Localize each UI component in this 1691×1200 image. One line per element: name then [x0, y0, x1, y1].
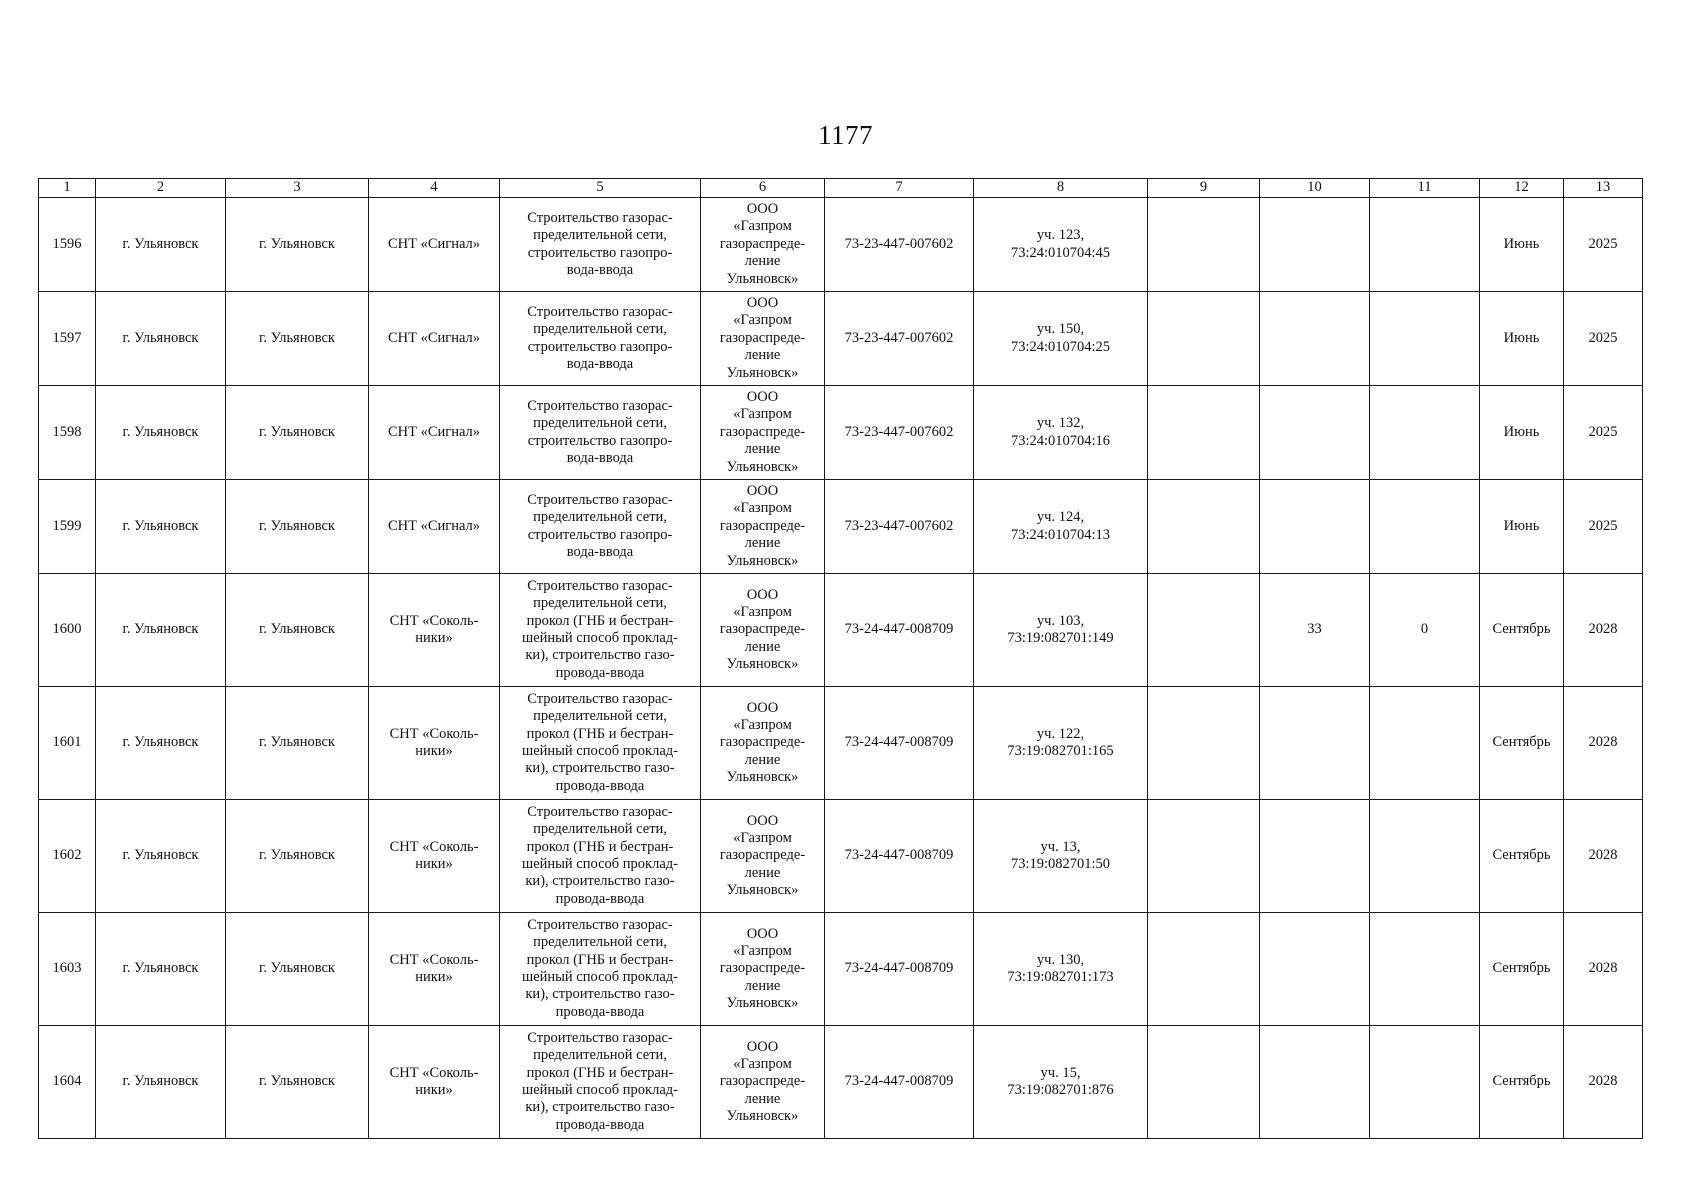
column-10-cell	[1260, 913, 1370, 1026]
cell-line: ки), строительство газо-	[525, 873, 675, 890]
cell-line: провода-ввода	[555, 890, 645, 907]
cell-line: Ульяновск»	[726, 458, 799, 475]
municipality-cell: г. Ульяновск	[96, 292, 226, 386]
cell-line: Строительство газорас-	[527, 397, 673, 414]
cell-line: газораспреде-	[719, 517, 806, 534]
cell-line: ники»	[415, 743, 453, 759]
cell-line: Строительство газорас-	[527, 803, 673, 820]
plot-cadastral-cell	[974, 800, 1148, 913]
cell-line: газораспреде-	[719, 960, 806, 977]
cell-line: строительство газопро-	[527, 432, 673, 449]
cell-line: «Газпром	[733, 829, 792, 846]
object-code-cell: 73-24-447-008709	[825, 913, 974, 1026]
locality-cell: СНТ «Сигнал»	[369, 386, 500, 480]
row-number-cell: 1601	[39, 687, 96, 800]
cell-line: газораспреде-	[719, 329, 806, 346]
cell-line: провода-ввода	[555, 777, 645, 794]
cell-line: ление	[744, 535, 781, 552]
cell-line: СНТ «Соколь-	[389, 612, 479, 629]
cell-line: ООО	[746, 925, 779, 942]
cell-line: ки), строительство газо-	[525, 760, 675, 777]
cell-line: провода-ввода	[555, 1116, 645, 1133]
cell-line: уч. 13,	[1040, 838, 1081, 855]
organization-cell	[701, 1026, 825, 1139]
cell-line: СНТ «Соколь-	[389, 1064, 479, 1081]
locality-cell: СНТ «Сигнал»	[369, 292, 500, 386]
month-cell: Июнь	[1480, 386, 1564, 480]
cell-line: СНТ «Соколь-	[389, 951, 479, 968]
row-number-cell: 1598	[39, 386, 96, 480]
cell-line: строительство газопро-	[527, 244, 673, 261]
cell-line: «Газпром	[733, 406, 792, 423]
plot-cadastral-cell	[974, 480, 1148, 574]
column-9-cell	[1148, 574, 1260, 687]
organization-cell	[701, 800, 825, 913]
column-10-cell	[1260, 198, 1370, 292]
cell-line: прокол (ГНБ и бестран-	[526, 612, 674, 629]
row-number-cell: 1600	[39, 574, 96, 687]
cell-line: прокол (ГНБ и бестран-	[526, 951, 674, 968]
cell-line: Строительство газорас-	[527, 1029, 673, 1046]
cell-line: Ульяновск»	[726, 995, 799, 1012]
settlement-cell: г. Ульяновск	[226, 1026, 369, 1139]
cell-line: газораспреде-	[719, 235, 806, 252]
works-description-cell	[500, 687, 701, 800]
cell-line: пределительной сети,	[533, 595, 667, 612]
column-11-cell	[1370, 687, 1480, 800]
cell-line: ники»	[415, 1082, 453, 1098]
cell-line: «Газпром	[733, 312, 792, 329]
cell-line: шейный способ проклад-	[522, 856, 678, 872]
row-number-cell: 1602	[39, 800, 96, 913]
cell-line: «Газпром	[733, 942, 792, 959]
plot-cadastral-cell	[974, 1026, 1148, 1139]
cell-line: Строительство газорас-	[527, 690, 673, 707]
settlement-cell: г. Ульяновск	[226, 386, 369, 480]
locality-cell: СНТ «Сигнал»	[369, 198, 500, 292]
cell-line: пределительной сети,	[533, 509, 667, 526]
works-description-cell	[500, 800, 701, 913]
cell-line: шейный способ проклад-	[522, 969, 678, 985]
month-cell: Сентябрь	[1480, 800, 1564, 913]
month-cell: Сентябрь	[1480, 1026, 1564, 1139]
cell-line: газораспреде-	[719, 734, 806, 751]
works-description-cell	[500, 574, 701, 687]
column-9-cell	[1148, 386, 1260, 480]
object-code-cell: 73-23-447-007602	[825, 198, 974, 292]
table-row	[39, 574, 1643, 687]
cell-line: провода-ввода	[555, 664, 645, 681]
object-code-cell: 73-24-447-008709	[825, 574, 974, 687]
column-10-cell	[1260, 1026, 1370, 1139]
locality-cell	[369, 574, 500, 687]
column-number: 12	[1480, 179, 1564, 198]
column-9-cell	[1148, 687, 1260, 800]
month-cell: Сентябрь	[1480, 913, 1564, 1026]
cell-line: 73:24:010704:16	[1010, 432, 1111, 449]
cell-line: «Газпром	[733, 218, 792, 235]
municipality-cell: г. Ульяновск	[96, 800, 226, 913]
cell-line: Ульяновск»	[726, 656, 799, 673]
cell-line: ление	[744, 638, 781, 655]
cell-line: ООО	[746, 295, 779, 312]
works-description-cell	[500, 386, 701, 480]
cell-line: пределительной сети,	[533, 227, 667, 244]
column-number: 6	[701, 179, 825, 198]
cell-line: СНТ «Соколь-	[389, 838, 479, 855]
column-number: 9	[1148, 179, 1260, 198]
cell-line: газораспреде-	[719, 847, 806, 864]
works-description-cell	[500, 1026, 701, 1139]
municipality-cell: г. Ульяновск	[96, 480, 226, 574]
column-number: 1	[39, 179, 96, 198]
cell-line: уч. 130,	[1036, 951, 1085, 968]
cell-line: уч. 123,	[1036, 227, 1085, 244]
settlement-cell: г. Ульяновск	[226, 480, 369, 574]
year-cell: 2028	[1564, 913, 1643, 1026]
year-cell: 2028	[1564, 1026, 1643, 1139]
cell-line: ление	[744, 347, 781, 364]
table-row	[39, 292, 1643, 386]
settlement-cell: г. Ульяновск	[226, 800, 369, 913]
object-code-cell: 73-23-447-007602	[825, 480, 974, 574]
object-code-cell: 73-24-447-008709	[825, 800, 974, 913]
column-11-cell	[1370, 292, 1480, 386]
column-11-cell	[1370, 1026, 1480, 1139]
cell-line: Строительство газорас-	[527, 491, 673, 508]
municipality-cell: г. Ульяновск	[96, 1026, 226, 1139]
column-number: 7	[825, 179, 974, 198]
year-cell: 2025	[1564, 198, 1643, 292]
column-10-cell: 33	[1260, 574, 1370, 687]
cell-line: ООО	[746, 586, 779, 603]
object-code-cell: 73-23-447-007602	[825, 292, 974, 386]
cell-line: ООО	[746, 201, 779, 218]
cell-line: ление	[744, 1090, 781, 1107]
cell-line: Строительство газорас-	[527, 303, 673, 320]
cell-line: 73:19:082701:50	[1010, 856, 1111, 872]
settlement-cell: г. Ульяновск	[226, 574, 369, 687]
cell-line: ООО	[746, 483, 779, 500]
cell-line: строительство газопро-	[527, 526, 673, 543]
page-number: 1177	[818, 120, 873, 150]
column-9-cell	[1148, 913, 1260, 1026]
cell-line: провода-ввода	[555, 1003, 645, 1020]
locality-cell	[369, 913, 500, 1026]
table-row	[39, 800, 1643, 913]
works-description-cell	[500, 913, 701, 1026]
cell-line: ООО	[746, 699, 779, 716]
cell-line: Ульяновск»	[726, 270, 799, 287]
object-code-cell: 73-23-447-007602	[825, 386, 974, 480]
cell-line: ООО	[746, 812, 779, 829]
cell-line: шейный способ проклад-	[522, 1082, 678, 1098]
cell-line: ление	[744, 977, 781, 994]
cell-line: уч. 132,	[1036, 415, 1085, 432]
municipality-cell: г. Ульяновск	[96, 574, 226, 687]
column-9-cell	[1148, 1026, 1260, 1139]
cell-line: вода-ввода	[566, 543, 634, 560]
cell-line: пределительной сети,	[533, 821, 667, 838]
object-code-cell: 73-24-447-008709	[825, 687, 974, 800]
organization-cell	[701, 913, 825, 1026]
column-10-cell	[1260, 386, 1370, 480]
column-11-cell	[1370, 913, 1480, 1026]
column-10-cell	[1260, 292, 1370, 386]
cell-line: пределительной сети,	[533, 1047, 667, 1064]
column-11-cell	[1370, 480, 1480, 574]
cell-line: 73:24:010704:45	[1010, 244, 1111, 261]
cell-line: ление	[744, 751, 781, 768]
cell-line: уч. 103,	[1036, 612, 1085, 629]
column-11-cell	[1370, 386, 1480, 480]
cell-line: вода-ввода	[566, 261, 634, 278]
year-cell: 2025	[1564, 480, 1643, 574]
cell-line: ки), строительство газо-	[525, 986, 675, 1003]
column-number-row	[39, 179, 1643, 198]
cell-line: 73:19:082701:876	[1007, 1082, 1114, 1098]
cell-line: ники»	[415, 969, 453, 985]
cell-line: «Газпром	[733, 500, 792, 517]
organization-cell	[701, 574, 825, 687]
settlement-cell: г. Ульяновск	[226, 292, 369, 386]
column-9-cell	[1148, 480, 1260, 574]
cell-line: Ульяновск»	[726, 552, 799, 569]
cell-line: ление	[744, 864, 781, 881]
cell-line: вода-ввода	[566, 355, 634, 372]
cell-line: газораспреде-	[719, 1073, 806, 1090]
month-cell: Сентябрь	[1480, 687, 1564, 800]
cell-line: ление	[744, 253, 781, 270]
cell-line: ление	[744, 441, 781, 458]
column-10-cell	[1260, 800, 1370, 913]
month-cell: Июнь	[1480, 292, 1564, 386]
cell-line: шейный способ проклад-	[522, 743, 678, 759]
year-cell: 2025	[1564, 386, 1643, 480]
table-row	[39, 386, 1643, 480]
settlement-cell: г. Ульяновск	[226, 913, 369, 1026]
works-description-cell	[500, 198, 701, 292]
locality-cell	[369, 1026, 500, 1139]
plot-cadastral-cell	[974, 574, 1148, 687]
column-10-cell	[1260, 687, 1370, 800]
cell-line: уч. 15,	[1040, 1064, 1081, 1081]
cell-line: пределительной сети,	[533, 934, 667, 951]
year-cell: 2028	[1564, 574, 1643, 687]
cell-line: прокол (ГНБ и бестран-	[526, 838, 674, 855]
cell-line: Ульяновск»	[726, 882, 799, 899]
organization-cell	[701, 687, 825, 800]
cell-line: Ульяновск»	[726, 364, 799, 381]
plot-cadastral-cell	[974, 292, 1148, 386]
cell-line: вода-ввода	[566, 449, 634, 466]
cell-line: газораспреде-	[719, 423, 806, 440]
cell-line: ООО	[746, 1038, 779, 1055]
column-11-cell	[1370, 198, 1480, 292]
cell-line: пределительной сети,	[533, 708, 667, 725]
cell-line: уч. 122,	[1036, 725, 1085, 742]
locality-cell	[369, 800, 500, 913]
cell-line: уч. 150,	[1036, 321, 1085, 338]
column-number: 13	[1564, 179, 1643, 198]
cell-line: Ульяновск»	[726, 1108, 799, 1125]
cell-line: «Газпром	[733, 603, 792, 620]
year-cell: 2028	[1564, 687, 1643, 800]
column-9-cell	[1148, 800, 1260, 913]
cell-line: СНТ «Соколь-	[389, 725, 479, 742]
cell-line: ники»	[415, 630, 453, 646]
column-9-cell	[1148, 292, 1260, 386]
registry-table	[38, 178, 1643, 1139]
cell-line: Строительство газорас-	[527, 577, 673, 594]
plot-cadastral-cell	[974, 913, 1148, 1026]
column-number: 8	[974, 179, 1148, 198]
cell-line: «Газпром	[733, 1055, 792, 1072]
row-number-cell: 1599	[39, 480, 96, 574]
cell-line: ки), строительство газо-	[525, 647, 675, 664]
row-number-cell: 1603	[39, 913, 96, 1026]
cell-line: 73:19:082701:165	[1007, 743, 1114, 759]
table-row	[39, 687, 1643, 800]
settlement-cell: г. Ульяновск	[226, 198, 369, 292]
cell-line: пределительной сети,	[533, 321, 667, 338]
cell-line: 73:19:082701:173	[1007, 969, 1114, 985]
cell-line: газораспреде-	[719, 621, 806, 638]
column-number: 5	[500, 179, 701, 198]
cell-line: ки), строительство газо-	[525, 1099, 675, 1116]
cell-line: уч. 124,	[1036, 509, 1085, 526]
municipality-cell: г. Ульяновск	[96, 687, 226, 800]
object-code-cell: 73-24-447-008709	[825, 1026, 974, 1139]
cell-line: шейный способ проклад-	[522, 630, 678, 646]
organization-cell	[701, 198, 825, 292]
organization-cell	[701, 292, 825, 386]
plot-cadastral-cell	[974, 687, 1148, 800]
column-number: 4	[369, 179, 500, 198]
row-number-cell: 1596	[39, 198, 96, 292]
municipality-cell: г. Ульяновск	[96, 386, 226, 480]
row-number-cell: 1597	[39, 292, 96, 386]
column-11-cell: 0	[1370, 574, 1480, 687]
locality-cell	[369, 687, 500, 800]
cell-line: ООО	[746, 389, 779, 406]
month-cell: Сентябрь	[1480, 574, 1564, 687]
year-cell: 2028	[1564, 800, 1643, 913]
row-number-cell: 1604	[39, 1026, 96, 1139]
column-number: 2	[96, 179, 226, 198]
municipality-cell: г. Ульяновск	[96, 913, 226, 1026]
month-cell: Июнь	[1480, 480, 1564, 574]
cell-line: прокол (ГНБ и бестран-	[526, 725, 674, 742]
table-row	[39, 913, 1643, 1026]
locality-cell: СНТ «Сигнал»	[369, 480, 500, 574]
organization-cell	[701, 480, 825, 574]
cell-line: строительство газопро-	[527, 338, 673, 355]
plot-cadastral-cell	[974, 386, 1148, 480]
works-description-cell	[500, 292, 701, 386]
cell-line: 73:24:010704:13	[1010, 526, 1111, 543]
cell-line: 73:24:010704:25	[1010, 338, 1111, 355]
table-row	[39, 198, 1643, 292]
cell-line: «Газпром	[733, 716, 792, 733]
table-row	[39, 1026, 1643, 1139]
works-description-cell	[500, 480, 701, 574]
settlement-cell: г. Ульяновск	[226, 687, 369, 800]
column-11-cell	[1370, 800, 1480, 913]
organization-cell	[701, 386, 825, 480]
cell-line: Строительство газорас-	[527, 209, 673, 226]
cell-line: прокол (ГНБ и бестран-	[526, 1064, 674, 1081]
cell-line: 73:19:082701:149	[1007, 630, 1114, 646]
column-number: 11	[1370, 179, 1480, 198]
plot-cadastral-cell	[974, 198, 1148, 292]
table-row	[39, 480, 1643, 574]
column-10-cell	[1260, 480, 1370, 574]
month-cell: Июнь	[1480, 198, 1564, 292]
column-number: 3	[226, 179, 369, 198]
municipality-cell: г. Ульяновск	[96, 198, 226, 292]
cell-line: Строительство газорас-	[527, 916, 673, 933]
column-9-cell	[1148, 198, 1260, 292]
cell-line: Ульяновск»	[726, 769, 799, 786]
year-cell: 2025	[1564, 292, 1643, 386]
cell-line: пределительной сети,	[533, 415, 667, 432]
cell-line: ники»	[415, 856, 453, 872]
column-number: 10	[1260, 179, 1370, 198]
